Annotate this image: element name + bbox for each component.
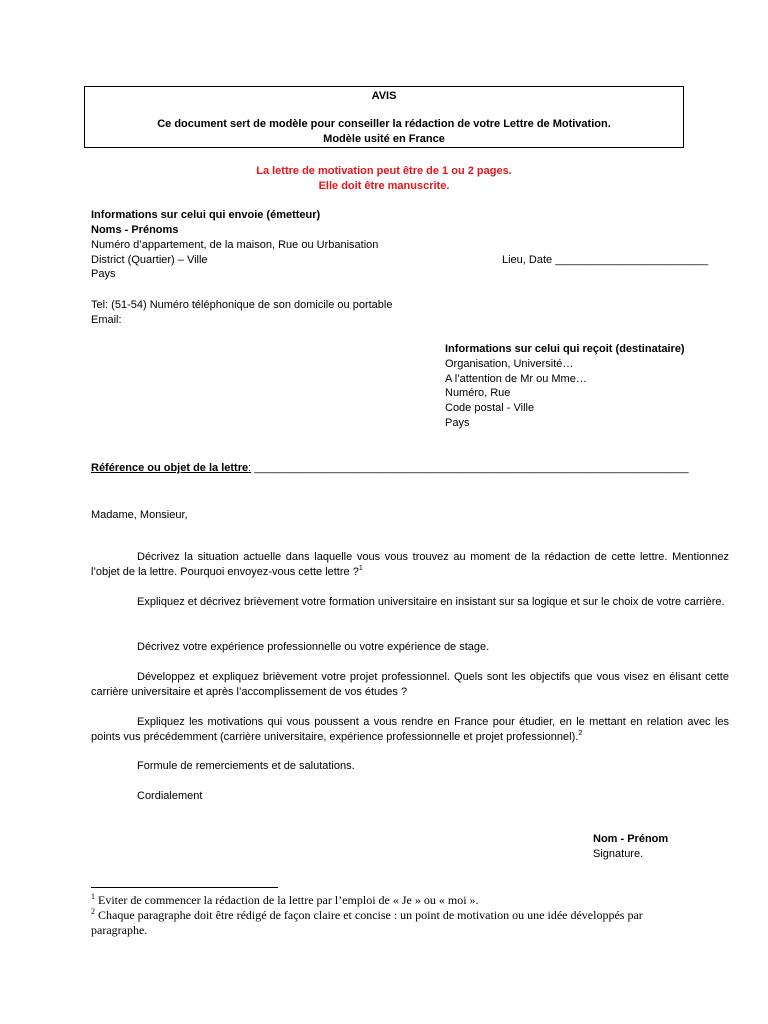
sender-heading: Informations sur celui qui envoie (émetteur) [91,209,321,221]
place-date: Lieu, Date _________________________ [502,254,709,266]
notice-box [84,86,684,148]
notice-line-1: Ce document sert de modèle pour conseiller la rédaction de votre Lettre de Motivation. [157,118,611,130]
sender-country: Pays [91,268,116,280]
paragraph-experience [91,640,729,655]
sender-email: Email: [91,314,122,326]
recipient-street: Numéro, Rue [445,387,511,399]
footnote-1-text: Eviter de commencer la rédaction de la lettre par l’emploi de « Je » ou « moi ». [95,893,479,907]
footnote-2-mark: 2 [91,907,95,916]
footnote-1-mark: 1 [91,892,95,901]
paragraph-formation [91,595,729,610]
sender-name: Noms - Prénoms [91,224,179,236]
paragraph-formule-text: Formule de remerciements et de salutations. [137,760,355,772]
reference-colon: : [248,462,252,474]
recipient-postal: Code postal - Ville [445,402,535,414]
paragraph-projet [91,670,729,700]
paragraph-motivations-text: Expliquez les motivations qui vous poussent a vous rendre en France pour étudier, en le mettant en relation avec les points vus précédemment (carrière universitaire, expérience professionnelle et projet professionnel). [91,716,729,743]
warning-line-2: Elle doit être manuscrite. [318,180,450,192]
recipient-heading: Informations sur celui qui reçoit (destinataire) [445,343,685,355]
sender-tel: Tel: (51-54) Numéro téléphonique de son domicile ou portable [91,299,393,311]
footnote-ref-1: 1 [358,565,363,572]
paragraph-formation-text: Expliquez et décrivez brièvement votre formation universitaire en insistant sur sa logique et sur le choix de votre carrière. [137,596,725,608]
recipient-country: Pays [445,417,470,429]
notice-title: AVIS [371,90,397,102]
sender-district: District (Quartier) – Ville [91,254,208,266]
paragraph-formule [91,759,729,774]
footnote-separator [91,887,278,888]
reference-label: Référence ou objet de la lettre [91,462,249,474]
recipient-org: Organisation, Université… [445,358,574,370]
recipient-attention: A l’attention de Mr ou Mme… [445,373,587,385]
paragraph-motivations [91,715,729,745]
footnote-2-text: Chaque paragraphe doit être rédigé de façon claire et concise : un point de motivation ou une idée développés par paragraphe. [91,908,643,937]
signoff-signature: Signature. [593,848,644,860]
sender-address: Numéro d’appartement, de la maison, Rue ou Urbanisation [91,239,379,251]
paragraph-projet-text: Développez et expliquez brièvement votre projet professionnel. Quels sont les objectifs que vous visez en élisant cette carrière universitaire et après l’accomplissement de vos études ? [91,671,729,698]
warning-line-1: La lettre de motivation peut être de 1 ou 2 pages. [256,165,512,177]
paragraph-experience-text: Décrivez votre expérience professionnelle ou votre expérience de stage. [137,641,490,653]
footnote-2 [91,908,671,938]
paragraph-situation-text: Décrivez la situation actuelle dans laquelle vous vous trouvez au moment de la rédaction de cette lettre. Mentionnez l’objet de la lettre. Pourquoi envoyez-vous cette lettre ? [91,551,729,578]
notice-line-2: Modèle usité en France [323,133,445,145]
footnote-ref-2: 2 [578,730,583,737]
salutation: Madame, Monsieur, [91,509,188,521]
reference-line [91,462,689,474]
paragraph-situation [91,550,729,580]
paragraph-cordialement [91,789,729,804]
paragraph-cordialement-text: Cordialement [137,790,203,802]
reference-blank: _______________________________________________________________________ [251,462,689,474]
signoff-name: Nom - Prénom [593,833,669,845]
footnote-1 [91,893,671,908]
